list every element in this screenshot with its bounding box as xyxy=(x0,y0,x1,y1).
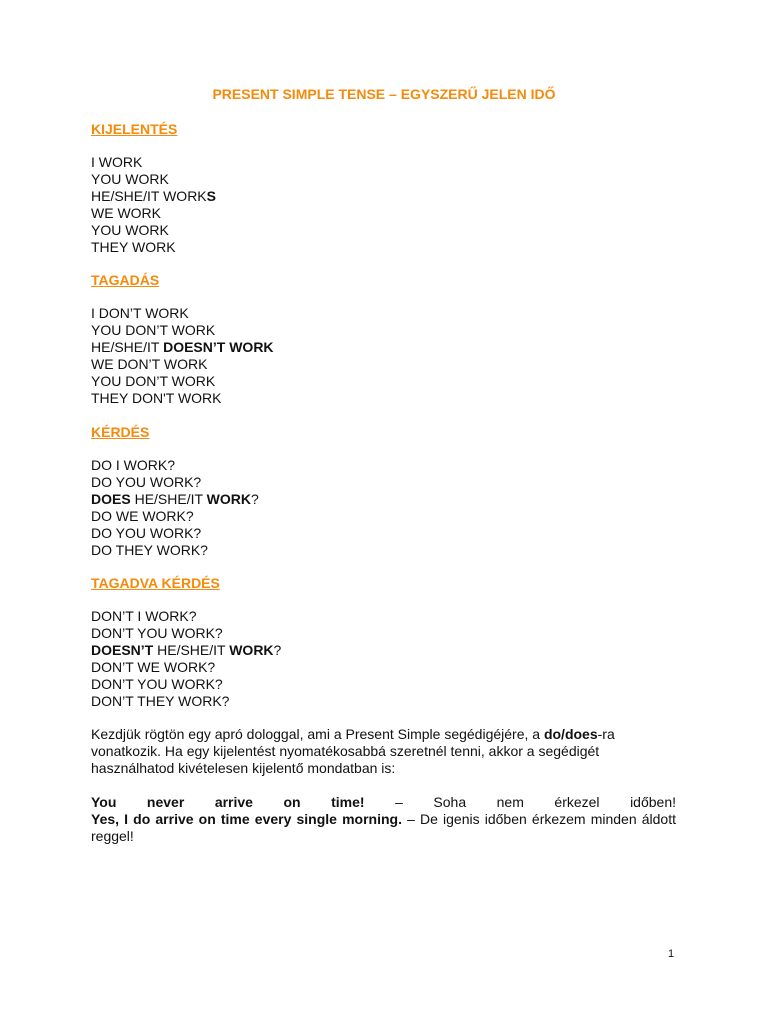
list-item: DON’T YOU WORK? xyxy=(91,625,223,641)
list-item: DON’T YOU WORK? xyxy=(91,676,223,692)
list-item: YOU WORK xyxy=(91,222,169,238)
example-sentence-2: Yes, I do arrive on time every single morning. – De igenis időben érkezem minden áldott reggel! xyxy=(91,811,676,844)
conjugation-list xyxy=(91,154,681,256)
list-item: HE/SHE/IT DOESN’T WORK xyxy=(91,339,274,355)
list-item: YOU WORK xyxy=(91,171,169,187)
list-item: DON’T I WORK? xyxy=(91,608,197,624)
list-item: I DON’T WORK xyxy=(91,305,189,321)
section-heading: TAGADÁS xyxy=(91,272,160,288)
list-item: DO I WORK? xyxy=(91,457,176,473)
section-heading: KÉRDÉS xyxy=(91,424,150,440)
list-item: THEY DON'T WORK xyxy=(91,390,222,406)
list-item: DO YOU WORK? xyxy=(91,474,202,490)
section-heading: TAGADVA KÉRDÉS xyxy=(91,575,220,591)
conjugation-list xyxy=(91,457,681,559)
list-item: HE/SHE/IT WORKS xyxy=(91,188,216,204)
section-tagadas xyxy=(91,272,681,407)
list-item: I WORK xyxy=(91,154,143,170)
conjugation-list xyxy=(91,305,681,407)
page-number: 1 xyxy=(668,948,675,960)
list-item: DO WE WORK? xyxy=(91,508,194,524)
list-item: WE DON’T WORK xyxy=(91,356,208,372)
example-sentence-1: You never arrive on time! – Soha nem érkezel időben! xyxy=(91,794,676,810)
list-item: DOESN’T HE/SHE/IT WORK? xyxy=(91,642,282,658)
example-block xyxy=(91,794,676,845)
list-item: DON’T THEY WORK? xyxy=(91,693,230,709)
list-item: DON’T WE WORK? xyxy=(91,659,216,675)
page-title: PRESENT SIMPLE TENSE – EGYSZERŰ JELEN IDŐ xyxy=(212,86,556,102)
section-kijelentes xyxy=(91,121,681,256)
section-heading: KIJELENTÉS xyxy=(91,121,178,137)
list-item: YOU DON’T WORK xyxy=(91,322,216,338)
list-item: YOU DON’T WORK xyxy=(91,373,216,389)
list-item: THEY WORK xyxy=(91,239,176,255)
list-item: DOES HE/SHE/IT WORK? xyxy=(91,491,259,507)
conjugation-list xyxy=(91,608,681,710)
list-item: DO THEY WORK? xyxy=(91,542,208,558)
section-tagadva-kerdes xyxy=(91,575,681,710)
section-kerdes xyxy=(91,424,681,559)
list-item: DO YOU WORK? xyxy=(91,525,202,541)
list-item: WE WORK xyxy=(91,205,161,221)
intro-paragraph: Kezdjük rögtön egy apró dologgal, ami a Present Simple segédigéjére, a do/does-ra vonatkozik. Ha egy kijelentést nyomatékosabbá szeretnél tenni, akkor a segédigét használhatod kivételesen kijelentő mondatban is: xyxy=(91,726,615,776)
